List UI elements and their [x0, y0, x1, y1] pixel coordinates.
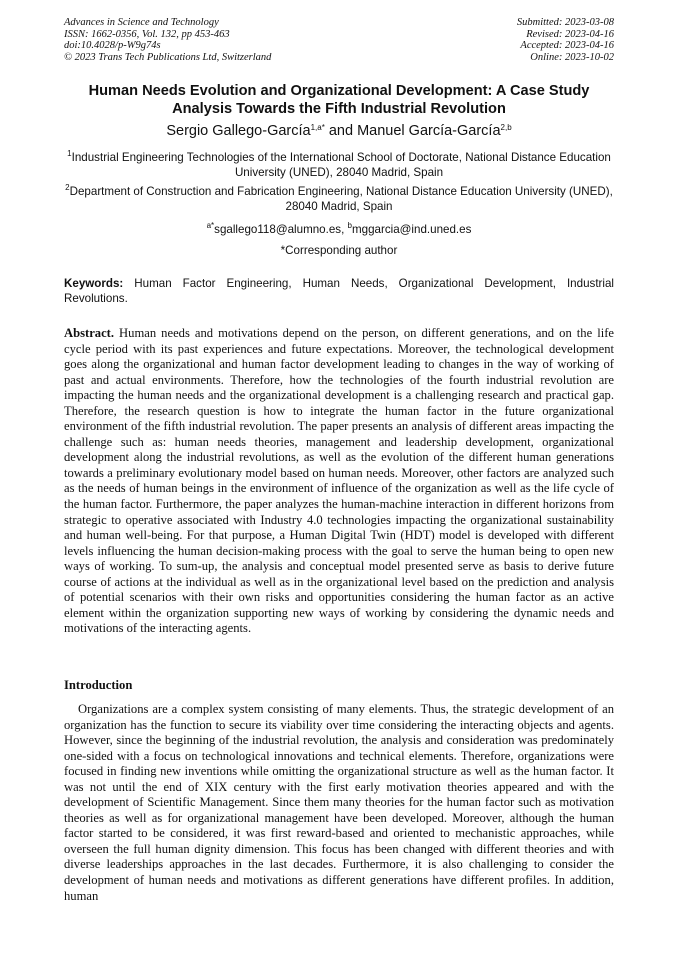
- abstract-paragraph: [64, 326, 614, 637]
- email-line: [64, 222, 614, 237]
- doi-line: doi:10.4028/p-W9g74s: [64, 40, 161, 52]
- publication-dates: [517, 17, 614, 63]
- email-1: sgallego118@alumno.es,: [214, 223, 348, 236]
- author-1: Sergio Gallego-García: [166, 123, 311, 139]
- copyright-line: © 2023 Trans Tech Publications Ltd, Switzerland: [64, 51, 272, 63]
- affiliation-2-superscript: 2: [65, 183, 70, 192]
- author-2: Manuel García-García: [357, 123, 501, 139]
- affiliation-1-text: Industrial Engineering Technologies of the International School of Doctorate, National Distance Education University (UNED), 28040 Madrid, Spain: [71, 151, 611, 179]
- keywords-text: Human Factor Engineering, Human Needs, Organizational Development, Industrial Revolutions.: [64, 277, 614, 305]
- accepted-date: Accepted: 2023-04-16: [520, 40, 614, 52]
- online-date: Online: 2023-10-02: [530, 51, 614, 63]
- submitted-date: Submitted: 2023-03-08: [516, 17, 614, 28]
- issn-line: ISSN: 1662-0356, Vol. 132, pp 453-463: [64, 28, 230, 40]
- author-line: [60, 122, 618, 141]
- affiliation-2-text: Department of Construction and Fabrication Engineering, National Distance Education University (UNED), 28040 Madrid, Spain: [69, 185, 613, 213]
- abstract-label: Abstract.: [64, 326, 115, 340]
- affiliation-2: [64, 184, 614, 214]
- journal-info: [64, 17, 271, 63]
- email-2: mggarcia@ind.uned.es: [351, 223, 472, 236]
- revised-date: Revised: 2023-04-16: [526, 28, 614, 40]
- email-1-superscript: a*: [206, 221, 215, 230]
- introduction-heading: Introduction: [64, 678, 133, 692]
- affiliation-1: [64, 150, 614, 180]
- introduction-paragraph: Organizations are a complex system consisting of many elements. Thus, the strategic development of an organization has the function to secure its viability over time considering the interacting objects and agents. However, since the beginning of the industrial revolution, the analysis and consideration was predominately one-sided with a focus on technological innovations and technical elements. Therefore, organizations were focused in finding new inventions while omitting the organizational structure as well as the human factor. It was not until the end of XIX century with the first early motivation theories appeared and with the development of Scientific Management. Since them many theories for the human factor such as motivation theories as well as for organizational management have been developed. Moreover, although the human factor started to be considered, it was first reward-based and oriented to mechanistic approaches, while overseen the full human dignity dimension. This focus has been changed with different theories and with diverse leaderships approaches in the last decades. Furthermore, it is also challenging to consider the development of human needs and motivations as different generations have different profiles. In addition, human: [64, 702, 614, 903]
- corresponding-author-note: *Corresponding author: [280, 244, 398, 257]
- email-2-superscript: b: [347, 221, 352, 230]
- author-2-superscript: 2,b: [500, 123, 512, 132]
- author-1-superscript: 1,a*: [310, 123, 325, 132]
- keywords-label: Keywords:: [64, 277, 124, 290]
- paper-title: Human Needs Evolution and Organizational Development: A Case Study Analysis Towards the Fifth Industrial Revolution: [88, 83, 590, 117]
- affiliation-1-superscript: 1: [67, 149, 72, 158]
- keywords-paragraph: [64, 277, 614, 306]
- journal-name: Advances in Science and Technology: [64, 17, 219, 28]
- abstract-text: Human needs and motivations depend on the person, on different generations, and on the life cycle period with its past experiences and future expectations. Moreover, the technological development goes along the organizational and human factor development leading to changes in the way of working of past and actual environments. Therefore, how the technologies of the fourth industrial revolution are impacting the human needs and the organizational development is a challenging research and practical gap. Therefore, the research question is how to integrate the human factor in the future organizational environment of the fifth industrial revolution. The paper presents an analysis of different areas impacting the challenge such as: human needs theories, management and leadership development, organizational development along the industrial revolutions, as well as the evolution of the different human generations towards a preliminary evolutionary model based on human needs. Moreover, other factors are analyzed such as the needs of human beings in the environment of influence of the organization as well as the life cycle of the human factor. Furthermore, the paper analyzes the human-machine interaction in different horizons from strategic to operative associated with Industry 4.0 technologies impacting the organizational sustainability and human well-being. For that purpose, a Human Digital Twin (HDT) model is developed with different levels influencing the human decision-making process with the goal to serve the human being to open new ways of working. To sum-up, the analysis and conceptual model presented serve as basis to derive future course of actions at the individual as well as in the organizational level based on the prediction and analysis of potential scenarios with their own risks and opportunities considering the human factor as an active element within the organization supporting new ways of working by considering the dynamic needs and motivations of the interacting agents.: [64, 326, 614, 636]
- author-conjunction: and: [324, 123, 358, 139]
